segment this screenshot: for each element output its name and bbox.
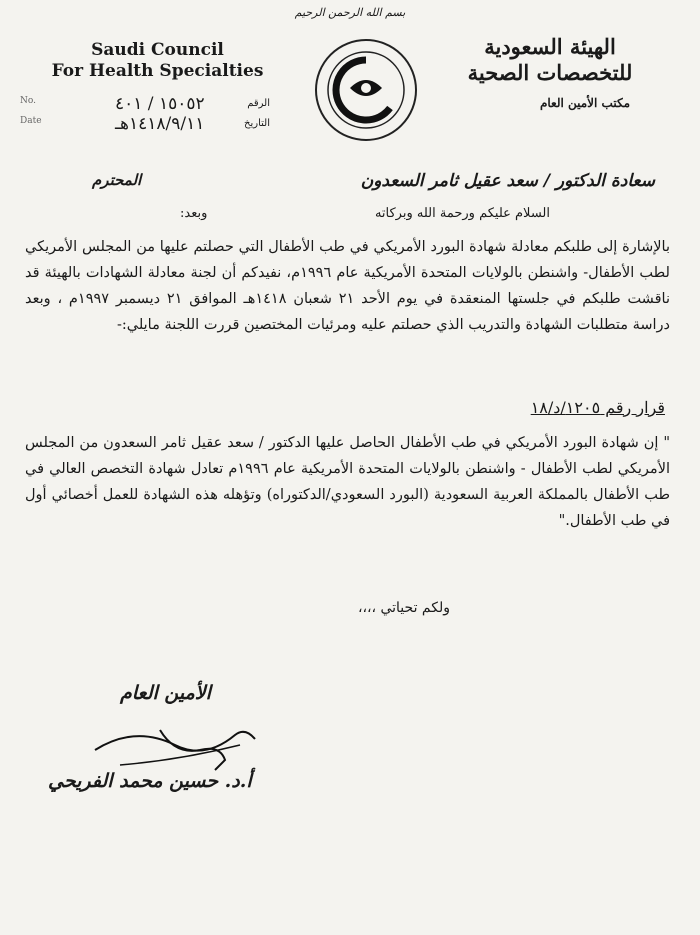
after-greeting: وبعد: [180, 206, 208, 221]
closing: ولكم تحياتي ،،،، [357, 600, 450, 616]
date-value: ١٤١٨/٩/١١هـ [115, 114, 205, 134]
paragraph-resolution: " إن شهادة البورد الأمريكي في طب الأطفال الحاصل عليها الدكتور / سعد عقيل ثامر السعدون من المجلس الأمريكي لطب الأطفال - واشنطن بالولايات المتحدة الأمريكية عام ١٩٩٦م تعادل شهادة التخصص العالي في طب الأطفال بالمملكة العربية السعودية (البورد السعودي/الدكتوراه) وتؤهله هذه الشهادة للعمل أخصائي أول في طب الأطفال." [25, 435, 670, 529]
office-label: مكتب الأمين العام [539, 96, 630, 110]
salutation: سعادة الدكتور / سعد عقيل ثامر السعدون [360, 171, 655, 191]
org-ar-line2: للتخصصات الصحية [467, 60, 633, 85]
council-logo-seal [314, 38, 418, 142]
paragraph-request: بالإشارة إلى طلبكم معادلة شهادة البورد الأمريكي في طب الأطفال التي حصلتم عليها من المجلس الأمريكي لطب الأطفال- واشنطن بالولايات المتحدة الأمريكية عام ١٩٩٦م، نفيدكم أن لجنة معادلة الشهادات بالهيئة قد ناقشت طلبكم في جلستها المنعقدة في يوم الأحد ٢١ شعبان ١٤١٨هـ الموافق ٢١ ديسمبر ١٩٩٧م ، وبعد دراسة متطلبات الشهادة والتدريب الذي حصلتم عليه ومرئيات المختصين قررت اللجنة مايلي:- [25, 239, 671, 333]
honorific: المحترم [92, 171, 142, 189]
reference-number-value: ١٥٠٥٢ / ٤٠١ [115, 94, 205, 114]
signer-name: أ.د. حسين محمد الفريحي [48, 770, 252, 792]
basmala: بسم الله الرحمن الرحيم [294, 6, 406, 19]
reference-number-label: الرقم [247, 98, 270, 109]
date-label-en: Date [20, 116, 42, 126]
resolution-number: قرار رقم ١٢٠٥/د/١٨ [530, 398, 665, 417]
ref-label-en: No. [20, 96, 36, 106]
org-ar-line1: الهيئة السعودية [484, 34, 616, 59]
organization-name-en [40, 40, 275, 82]
date-row [20, 116, 290, 138]
greeting: السلام عليكم ورحمة الله وبركاته [374, 206, 550, 221]
organization-name-ar [440, 34, 660, 86]
date-label: التاريخ [244, 118, 270, 129]
signer-title: الأمين العام [120, 682, 211, 704]
org-en-line1: Saudi Council [91, 40, 224, 60]
org-en-line2: For Health Specialties [51, 61, 264, 81]
